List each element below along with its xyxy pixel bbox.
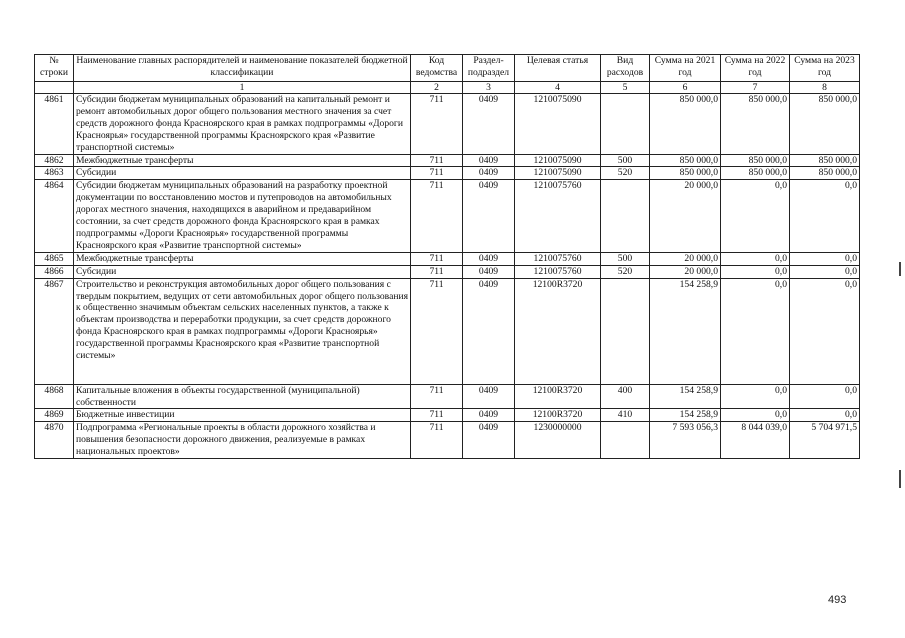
header-sum-2022: Сумма на 2022 год	[721, 55, 790, 82]
header-expense-type: Вид расходов	[601, 55, 650, 82]
scan-edge-mark	[899, 470, 901, 488]
target-item: 1210075760	[515, 265, 601, 278]
row-number: 4865	[35, 252, 74, 265]
expense-type	[601, 278, 650, 384]
row-number: 4861	[35, 94, 74, 155]
column-number: 3	[463, 82, 515, 94]
sum-2023: 5 704 971,5	[790, 422, 860, 459]
column-number: 8	[790, 82, 860, 94]
header-section: Раздел-подраздел	[463, 55, 515, 82]
header-sum-2021: Сумма на 2021 год	[650, 55, 721, 82]
row-number: 4867	[35, 278, 74, 384]
table-row	[35, 252, 860, 265]
row-number: 4868	[35, 384, 74, 409]
sum-2023: 0,0	[790, 278, 860, 384]
row-number: 4864	[35, 180, 74, 252]
sum-2022: 8 044 039,0	[721, 422, 790, 459]
expense-type: 500	[601, 154, 650, 167]
table-row	[35, 180, 860, 252]
sum-2022: 0,0	[721, 278, 790, 384]
sum-2022: 850 000,0	[721, 94, 790, 155]
table-row	[35, 384, 860, 409]
sum-2023: 0,0	[790, 252, 860, 265]
sum-2023: 0,0	[790, 265, 860, 278]
department-code: 711	[411, 180, 463, 252]
column-number-row	[35, 82, 860, 94]
department-code: 711	[411, 384, 463, 409]
row-name: Субсидии бюджетам муниципальных образований на разработку проектной документации по восстановлению мостов и путепроводов на автомобильных дорогах местного значения, находящихся в аварийном и предаварийном состоянии, за счет средств дорожного фонда Красноярского края в рамках подпрограммы «Дороги Красноярья» государственной программы Красноярского края «Развитие транспортной системы»	[74, 180, 411, 252]
section-code: 0409	[463, 154, 515, 167]
budget-table	[34, 54, 860, 459]
department-code: 711	[411, 409, 463, 422]
column-number: 2	[411, 82, 463, 94]
section-code: 0409	[463, 265, 515, 278]
row-name: Межбюджетные трансферты	[74, 154, 411, 167]
row-name: Субсидии	[74, 167, 411, 180]
header-department-code: Код ведомства	[411, 55, 463, 82]
section-code: 0409	[463, 409, 515, 422]
column-number: 7	[721, 82, 790, 94]
column-number: 1	[74, 82, 411, 94]
target-item: 1210075090	[515, 154, 601, 167]
sum-2021: 20 000,0	[650, 265, 721, 278]
expense-type	[601, 180, 650, 252]
table-row	[35, 409, 860, 422]
sum-2021: 154 258,9	[650, 278, 721, 384]
department-code: 711	[411, 154, 463, 167]
sum-2023: 850 000,0	[790, 154, 860, 167]
sum-2022: 850 000,0	[721, 167, 790, 180]
table-row	[35, 422, 860, 459]
section-code: 0409	[463, 180, 515, 252]
sum-2021: 154 258,9	[650, 384, 721, 409]
target-item: 1210075090	[515, 94, 601, 155]
sum-2022: 0,0	[721, 265, 790, 278]
table-row	[35, 94, 860, 155]
column-number: 4	[515, 82, 601, 94]
target-item: 12100R3720	[515, 384, 601, 409]
column-number: 5	[601, 82, 650, 94]
sum-2023: 0,0	[790, 409, 860, 422]
sum-2023: 0,0	[790, 180, 860, 252]
department-code: 711	[411, 252, 463, 265]
sum-2023: 0,0	[790, 384, 860, 409]
sum-2023: 850 000,0	[790, 167, 860, 180]
section-code: 0409	[463, 252, 515, 265]
header-row	[35, 55, 860, 82]
header-target-item: Целевая статья	[515, 55, 601, 82]
sum-2022: 0,0	[721, 384, 790, 409]
table-row	[35, 154, 860, 167]
sum-2021: 850 000,0	[650, 167, 721, 180]
column-number	[35, 82, 74, 94]
expense-type: 410	[601, 409, 650, 422]
row-name: Субсидии бюджетам муниципальных образований на капитальный ремонт и ремонт автомобильных дорог общего пользования местного значения за счет средств дорожного фонда Красноярского края в рамках подпрограммы «Дороги Красноярья» государственной программы Красноярского края «Развитие транспортной системы»	[74, 94, 411, 155]
sum-2023: 850 000,0	[790, 94, 860, 155]
expense-type	[601, 94, 650, 155]
header-sum-2023: Сумма на 2023 год	[790, 55, 860, 82]
section-code: 0409	[463, 384, 515, 409]
sum-2021: 20 000,0	[650, 180, 721, 252]
section-code: 0409	[463, 422, 515, 459]
sum-2022: 0,0	[721, 409, 790, 422]
sum-2021: 154 258,9	[650, 409, 721, 422]
row-name: Подпрограмма «Региональные проекты в области дорожного хозяйства и повышения безопасности дорожного движения, реализуемые в рамках национальных проектов»	[74, 422, 411, 459]
expense-type: 400	[601, 384, 650, 409]
sum-2021: 20 000,0	[650, 252, 721, 265]
sum-2022: 0,0	[721, 180, 790, 252]
row-name: Субсидии	[74, 265, 411, 278]
header-name: Наименование главных распорядителей и наименование показателей бюджетной классификации	[74, 55, 411, 82]
row-number: 4870	[35, 422, 74, 459]
expense-type: 520	[601, 265, 650, 278]
row-number: 4866	[35, 265, 74, 278]
department-code: 711	[411, 422, 463, 459]
scan-edge-mark	[899, 262, 901, 276]
target-item: 1210075090	[515, 167, 601, 180]
target-item: 12100R3720	[515, 278, 601, 384]
column-number: 6	[650, 82, 721, 94]
department-code: 711	[411, 167, 463, 180]
sum-2021: 850 000,0	[650, 154, 721, 167]
department-code: 711	[411, 278, 463, 384]
section-code: 0409	[463, 94, 515, 155]
row-number: 4869	[35, 409, 74, 422]
target-item: 1210075760	[515, 252, 601, 265]
header-row-number: № строки	[35, 55, 74, 82]
target-item: 12100R3720	[515, 409, 601, 422]
row-name: Строительство и реконструкция автомобильных дорог общего пользования с твердым покрытием, ведущих от сети автомобильных дорог общего пользования к общественно значимым объектам сельских населенных пунктов, а также к объектам производства и переработки продукции, за счет средств дорожного фонда Красноярского края в рамках подпрограммы «Дороги Красноярья» государственной программы Красноярского края «Развитие транспортной системы»	[74, 278, 411, 384]
table-row	[35, 167, 860, 180]
table-row	[35, 265, 860, 278]
sum-2022: 850 000,0	[721, 154, 790, 167]
expense-type	[601, 422, 650, 459]
section-code: 0409	[463, 167, 515, 180]
row-name: Бюджетные инвестиции	[74, 409, 411, 422]
section-code: 0409	[463, 278, 515, 384]
target-item: 1210075760	[515, 180, 601, 252]
expense-type: 520	[601, 167, 650, 180]
department-code: 711	[411, 265, 463, 278]
expense-type: 500	[601, 252, 650, 265]
row-name: Капитальные вложения в объекты государственной (муниципальной) собственности	[74, 384, 411, 409]
sum-2022: 0,0	[721, 252, 790, 265]
target-item: 1230000000	[515, 422, 601, 459]
table-row	[35, 278, 860, 384]
row-name: Межбюджетные трансферты	[74, 252, 411, 265]
row-number: 4862	[35, 154, 74, 167]
page-number: 493	[828, 594, 847, 606]
sum-2021: 7 593 056,3	[650, 422, 721, 459]
row-number: 4863	[35, 167, 74, 180]
department-code: 711	[411, 94, 463, 155]
sum-2021: 850 000,0	[650, 94, 721, 155]
